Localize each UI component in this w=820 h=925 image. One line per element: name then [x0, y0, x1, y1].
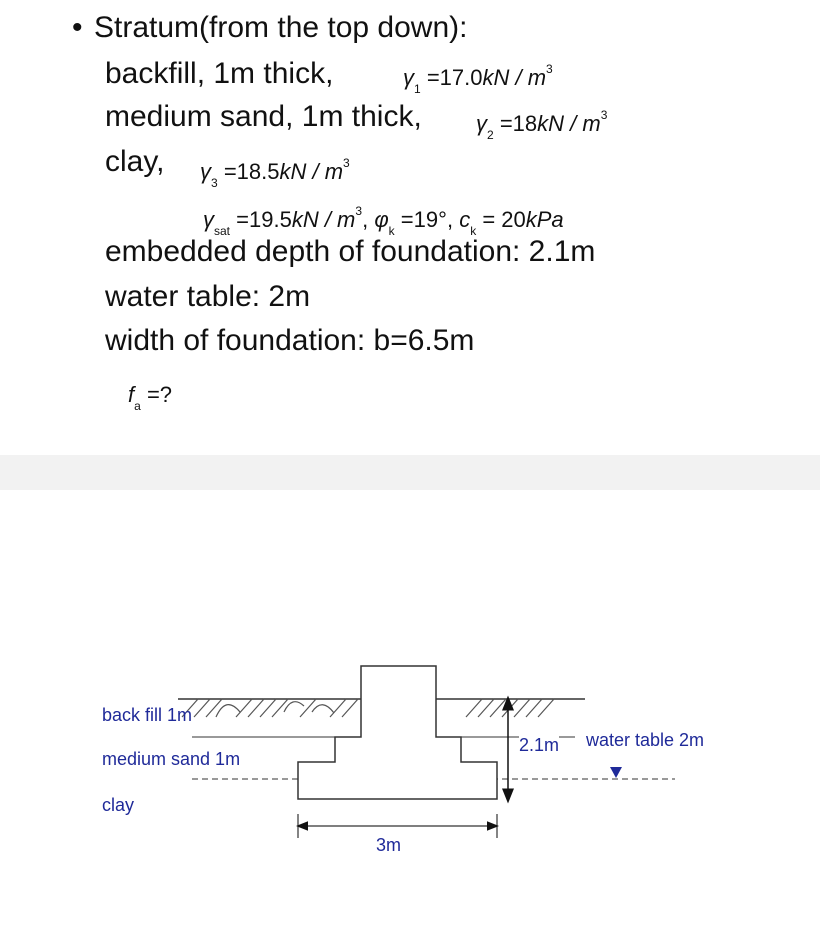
backfill-hatching-right	[466, 699, 554, 717]
c-subscript: k	[470, 224, 477, 238]
comma-2: ,	[446, 207, 454, 232]
f-symbol: f	[128, 382, 135, 407]
gamma-value: =17.0	[426, 65, 483, 90]
width-label: 3m	[376, 835, 402, 855]
gamma-sat-exponent: 3	[355, 204, 363, 218]
gamma-symbol: γ	[476, 111, 487, 136]
phi-value: =19	[400, 207, 439, 232]
gamma-subscript: 2	[487, 128, 494, 142]
water-table-label: water table 2m	[586, 730, 705, 750]
c-unit: kPa	[525, 207, 564, 232]
water-table-symbol	[610, 767, 622, 778]
phi-subscript: k	[388, 224, 395, 238]
medium-sand-text: medium sand, 1m thick,	[105, 100, 422, 133]
comma-1: ,	[362, 207, 369, 232]
gamma-symbol: γ	[200, 159, 211, 184]
gamma-sat-subscript: sat	[214, 224, 231, 238]
backfill-text: backfill, 1m thick,	[105, 57, 334, 90]
backfill-hatching-left	[182, 699, 358, 717]
water-table-text: water table: 2m	[105, 280, 311, 313]
f-subscript: a	[134, 399, 141, 413]
c-value: = 20	[482, 207, 526, 232]
embedded-depth-text: embedded depth of foundation: 2.1m	[105, 235, 596, 268]
gamma-unit: kN / m	[279, 159, 344, 184]
gamma-sat-symbol: γ	[203, 207, 214, 232]
phi-degree: °	[438, 207, 447, 232]
foundation-outline	[298, 666, 497, 799]
c-symbol: c	[459, 207, 471, 232]
question-text: =?	[146, 382, 173, 407]
layer-label-backfill: back fill 1m	[102, 705, 193, 725]
phi-symbol: φ	[374, 207, 389, 232]
bullet-point: •	[72, 11, 83, 44]
clay-text: clay,	[105, 145, 165, 178]
foundation-width-text: width of foundation: b=6.5m	[105, 324, 475, 357]
stratum-heading: Stratum(from the top down):	[94, 11, 468, 44]
gamma-sat-value: =19.5	[236, 207, 292, 232]
gamma-subscript: 3	[211, 176, 218, 190]
gamma-subscript: 1	[414, 82, 421, 96]
depth-label: 2.1m	[519, 735, 560, 755]
gamma-unit: kN / m	[482, 65, 547, 90]
layer-label-clay: clay	[102, 795, 135, 815]
gamma-unit: kN / m	[537, 111, 601, 136]
gamma-value: =18.5	[223, 159, 280, 184]
gamma-value: =18	[499, 111, 538, 136]
gamma-exponent: 3	[546, 62, 553, 76]
gamma-exponent: 3	[600, 108, 608, 122]
gamma-symbol: γ	[403, 65, 414, 90]
gamma-sat-unit: kN / m	[291, 207, 356, 232]
layer-label-medium-sand: medium sand 1m	[102, 749, 241, 769]
gamma-exponent: 3	[343, 156, 350, 170]
